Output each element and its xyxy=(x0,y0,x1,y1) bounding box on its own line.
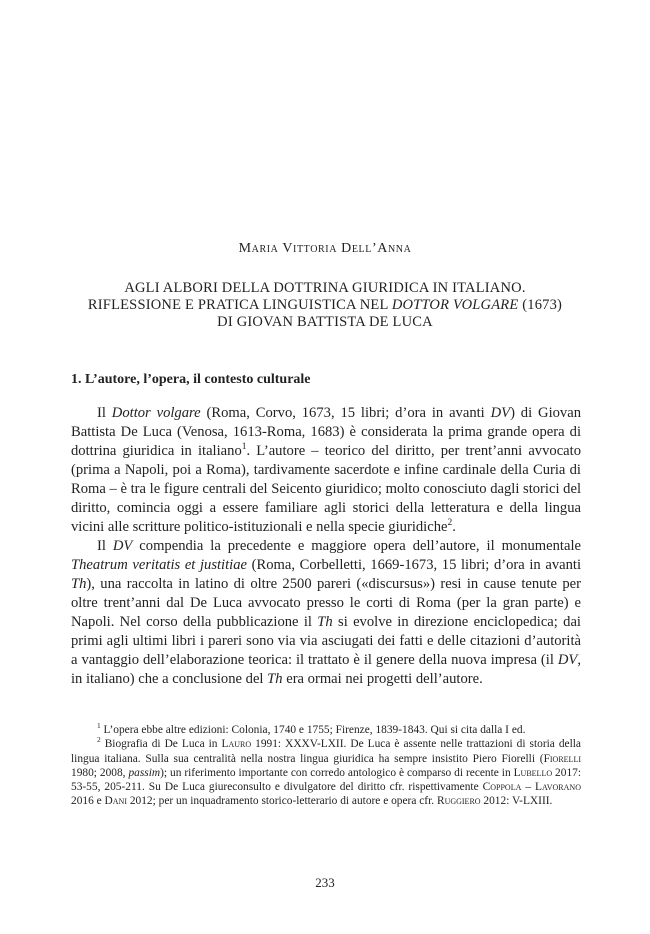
text-run: compendia la precedente e maggiore opera dell’autore, il monumentale xyxy=(132,538,581,554)
title-italic-text: DOTTOR VOLGARE xyxy=(391,297,519,313)
text-run: . xyxy=(452,519,456,535)
text-run: 2012; per un inquadramento storico-letterario di autore e opera cfr. xyxy=(127,795,437,808)
text-run: ); un riferimento importante con corredo antologico è comparso di recente in xyxy=(160,766,514,779)
citation-author: Lauro xyxy=(221,738,252,751)
title-line-2 xyxy=(60,297,590,314)
text-run: era ormai nei progetti dell’autore. xyxy=(282,671,483,687)
footnote xyxy=(71,723,581,737)
italic-run: DV xyxy=(490,405,511,421)
footnotes xyxy=(71,723,581,809)
footnote-text: L’opera ebbe altre edizioni: Colonia, 1740 e 1755; Firenze, 1839-1843. Qui si cita dalla I ed. xyxy=(100,724,526,736)
text-run: ), una raccolta in latino di oltre 2500 pareri («discursus») resi in cause tenute per oltre trent’anni dal De Luca avvocato presso le corti di Roma (per la gran parte) e Napoli. Nel corso della pubblicazione il xyxy=(71,576,581,630)
footnote xyxy=(71,737,581,808)
paragraph xyxy=(71,537,581,689)
footnote-ref[interactable]: 2 xyxy=(447,518,453,529)
text-run: . L’autore – teorico del diritto, per trent’anni avvocato (prima a Napoli, poi a Roma), tardivamente sacerdote e infine cardinale della Curia di Roma – è tra le figure centrali del Seicento giuridico; molto conosciuto dagli storici del diritto, comincia oggi a essere familiare agli storici della letteratura e della lingua vicini alle scritture politico-istituzionali e nella specie giuridiche xyxy=(71,443,582,535)
text-run: Biografia di De Luca in xyxy=(100,738,222,751)
section-heading: 1. L’autore, l’opera, il contesto culturale xyxy=(71,372,311,387)
citation-author: Dani xyxy=(104,795,127,808)
citation-author: Lubello xyxy=(513,766,553,779)
text-run: Il xyxy=(97,538,113,554)
page-number: 233 xyxy=(315,875,335,890)
text-run: (Roma, Corvo, 1673, 15 libri; d’ora in avanti xyxy=(200,405,491,421)
citation-author: Fiorelli xyxy=(543,752,581,765)
text-run: (Roma, Corbelletti, 1669-1673, 15 libri; d’ora in avanti xyxy=(247,557,581,573)
italic-run: Th xyxy=(317,614,333,630)
article-title xyxy=(60,280,590,331)
citation-author: Ruggiero xyxy=(436,795,481,808)
title-line-3: DI GIOVAN BATTISTA DE LUCA xyxy=(217,314,433,330)
text-run: si evolve in direzione enciclopedica; dai primi agli ultimi libri i pareri sono via via asciugati dei fatti e delle citazioni d’autorità a vantaggio dell’elaborazione teorica: il trattato è il genere della nuova impresa (il xyxy=(71,614,581,668)
text-run: Il xyxy=(97,405,112,421)
footnote-number: 1 xyxy=(97,721,101,731)
italic-run: Dottor volgare xyxy=(111,405,201,421)
author-name: Maria Vittoria Dell’Anna xyxy=(238,241,412,256)
paragraph xyxy=(71,404,581,537)
text-run: 1991: XXXV-LXII. De Luca è assente nelle trattazioni di storia della lingua italiana. Sulla sua centralità nella nostra lingua giuridica ha sempre insistito Piero Fiorelli ( xyxy=(71,738,581,765)
title-text: (1673) xyxy=(518,297,563,313)
italic-run: DV xyxy=(112,538,133,554)
text-run: ) di Giovan Battista De Luca (Venosa, 1613-Roma, 1683) è considerata la prima grande opera di dottrina giuridica in italiano xyxy=(71,405,581,459)
text-run: 2012: V-LXIII. xyxy=(480,795,553,808)
footnote-ref[interactable]: 1 xyxy=(241,442,247,453)
title-line-1: AGLI ALBORI DELLA DOTTRINA GIURIDICA IN ITALIANO. xyxy=(124,280,526,296)
text-run: 2017: 53-55, 205-211. Su De Luca giureconsulto e divulgatore del diritto cfr. rispettivamente xyxy=(71,766,581,794)
italic-run: Th xyxy=(71,576,87,592)
title-text: RIFLESSIONE E PRATICA LINGUISTICA NEL xyxy=(87,297,392,313)
italic-run: DV xyxy=(557,652,578,668)
italic-run: passim xyxy=(128,766,161,779)
text-run: , in italiano) che a conclusione del xyxy=(71,652,581,687)
footnote-number: 2 xyxy=(97,735,101,745)
italic-run: Th xyxy=(267,671,283,687)
body-text xyxy=(71,404,581,689)
text-run: 2016 e xyxy=(71,795,105,808)
text-run: 1980; 2008, xyxy=(71,766,129,779)
italic-run: Theatrum veritatis et justitiae xyxy=(71,557,247,573)
citation-author: Coppola – Lavorano xyxy=(482,781,581,794)
